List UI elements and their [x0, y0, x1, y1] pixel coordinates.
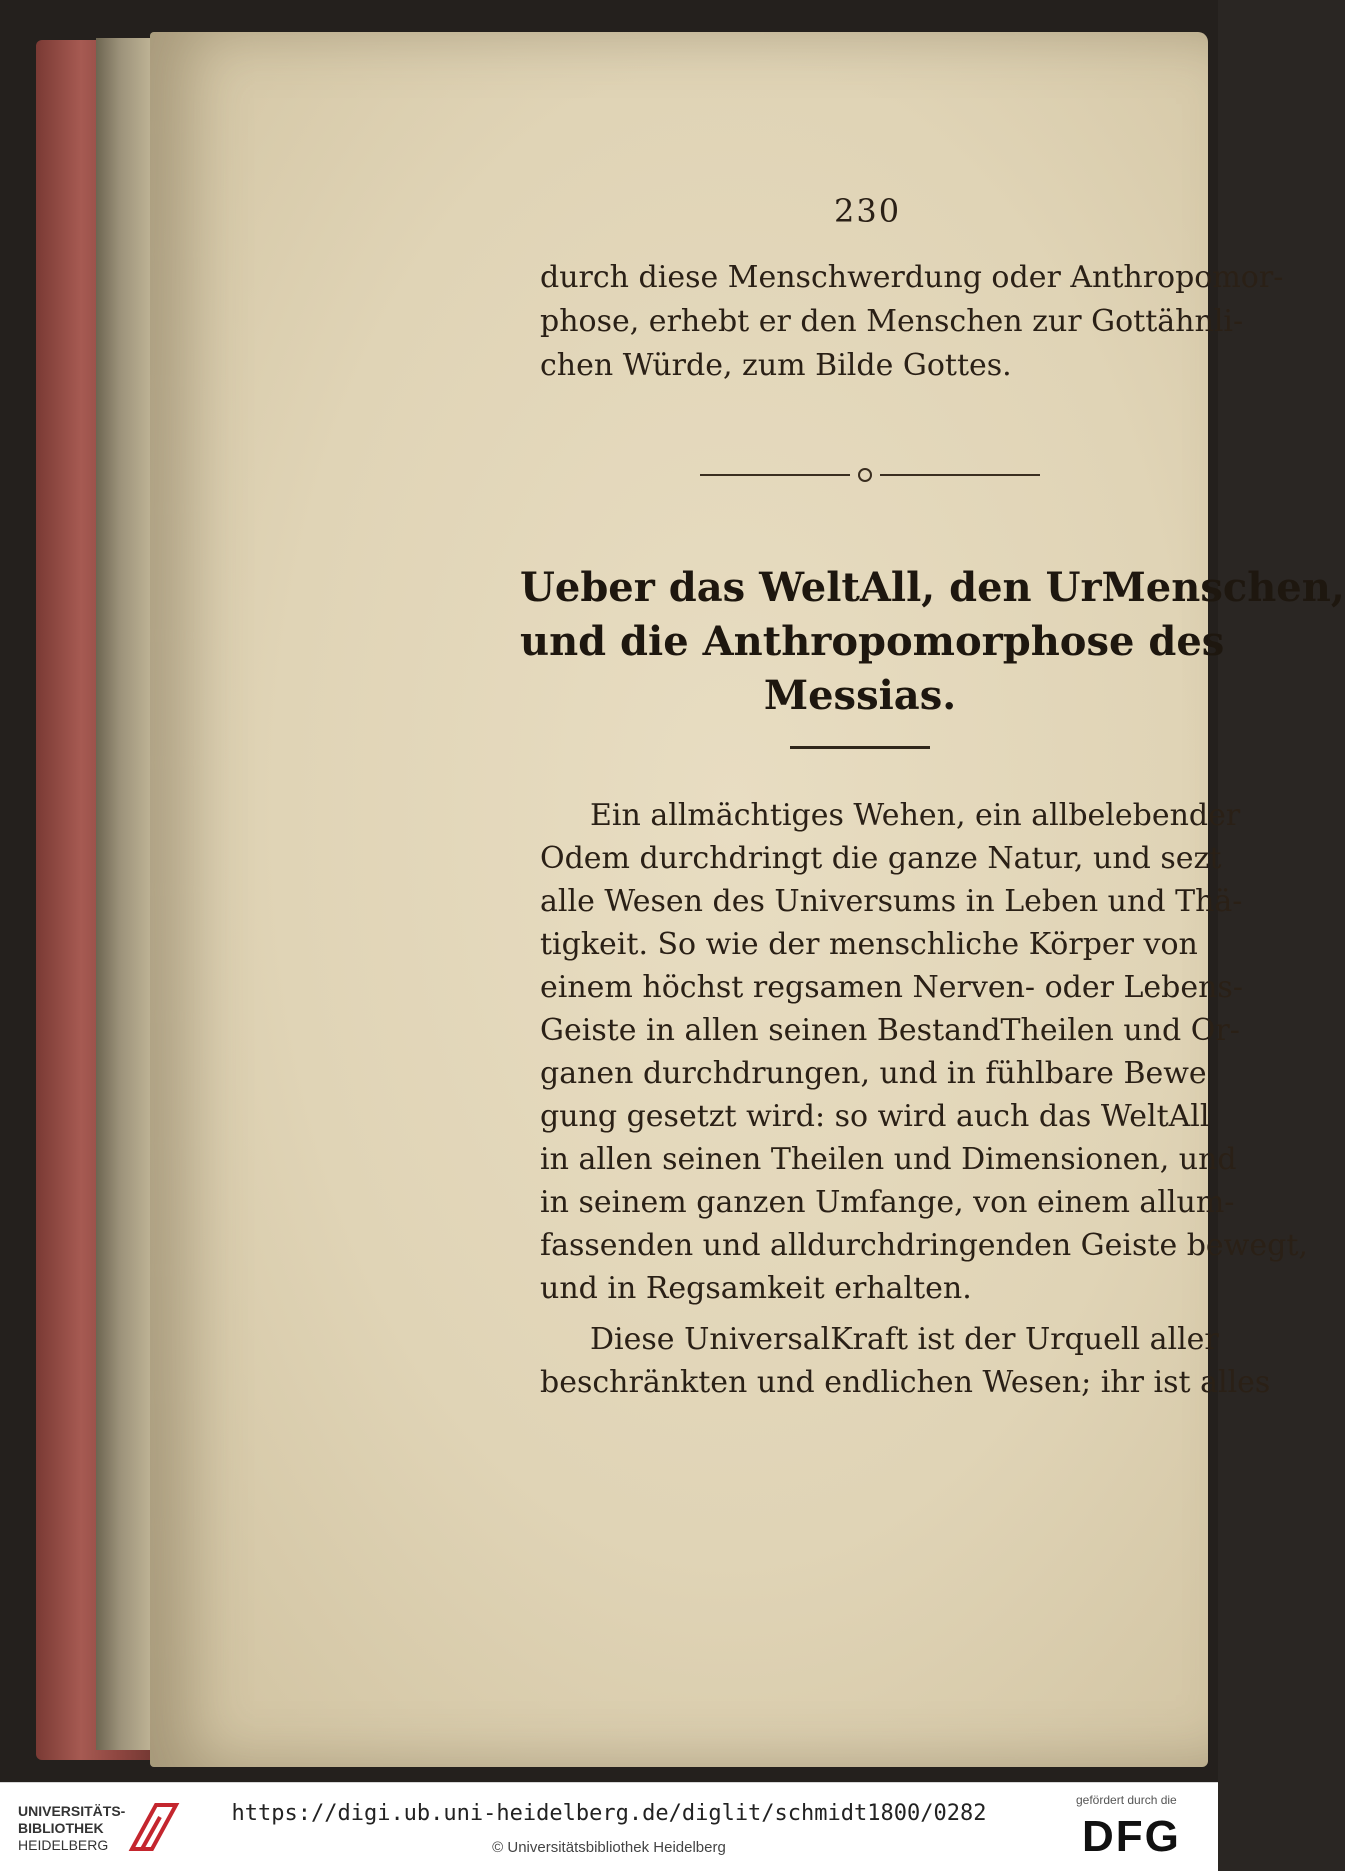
library-logo-text[interactable]: UNIVERSITÄTS- BIBLIOTHEK HEIDELBERG [18, 1803, 126, 1853]
text-line: chen Würde, zum Bilde Gottes. [540, 348, 1012, 383]
text-line: Diese UniversalKraft ist der Urquell aller [590, 1322, 1219, 1357]
text-line: einem höchst regsamen Nerven- oder Lebens- [540, 970, 1243, 1005]
text-line: ganen durchdrungen, und in fühlbare Bewe [540, 1056, 1207, 1091]
text-line: durch diese Menschwerdung oder Anthropomor- [540, 260, 1284, 295]
text-line: fassenden und alldurchdringenden Geiste bewegt, [540, 1228, 1308, 1263]
funding-caption: gefördert durch die [1076, 1793, 1177, 1807]
permalink-url[interactable]: https://digi.ub.uni-heidelberg.de/diglit/schmidt1800/0282 [231, 1801, 987, 1826]
text-line: in seinem ganzen Umfange, von einem allum- [540, 1185, 1235, 1220]
text-line: beschränkten und endlichen Wesen; ihr ist alles [540, 1365, 1271, 1400]
text-line: phose, erhebt er den Menschen zur Gottähnli- [540, 304, 1244, 339]
page-number: 230 [834, 192, 902, 230]
text-line: tigkeit. So wie der menschliche Körper von [540, 927, 1198, 962]
text-line: gung gesetzt wird: so wird auch das WeltAll [540, 1099, 1210, 1134]
text-line: und in Regsamkeit erhalten. [540, 1271, 972, 1306]
dfg-logo[interactable]: DFG [1082, 1812, 1181, 1861]
section-heading-line: Ueber das WeltAll, den UrMenschen, [520, 564, 1345, 611]
text-line: Ein allmächtiges Wehen, ein allbelebender [590, 798, 1241, 833]
text-line: alle Wesen des Universums in Leben und Thä- [540, 884, 1243, 919]
heading-rule [790, 746, 930, 749]
section-heading-line: Messias. [763, 672, 957, 719]
ornament-divider [700, 468, 1040, 482]
section-heading-line: und die Anthropomorphose des [520, 618, 1225, 665]
text-line: Geiste in allen seinen BestandTheilen und Or- [540, 1013, 1240, 1048]
text-line: in allen seinen Theilen und Dimensionen, und [540, 1142, 1237, 1177]
viewer-footer [0, 1782, 1218, 1871]
copyright-notice: © Universitätsbibliothek Heidelberg [492, 1839, 726, 1856]
text-line: Odem durchdringt die ganze Natur, und sezt [540, 841, 1222, 876]
